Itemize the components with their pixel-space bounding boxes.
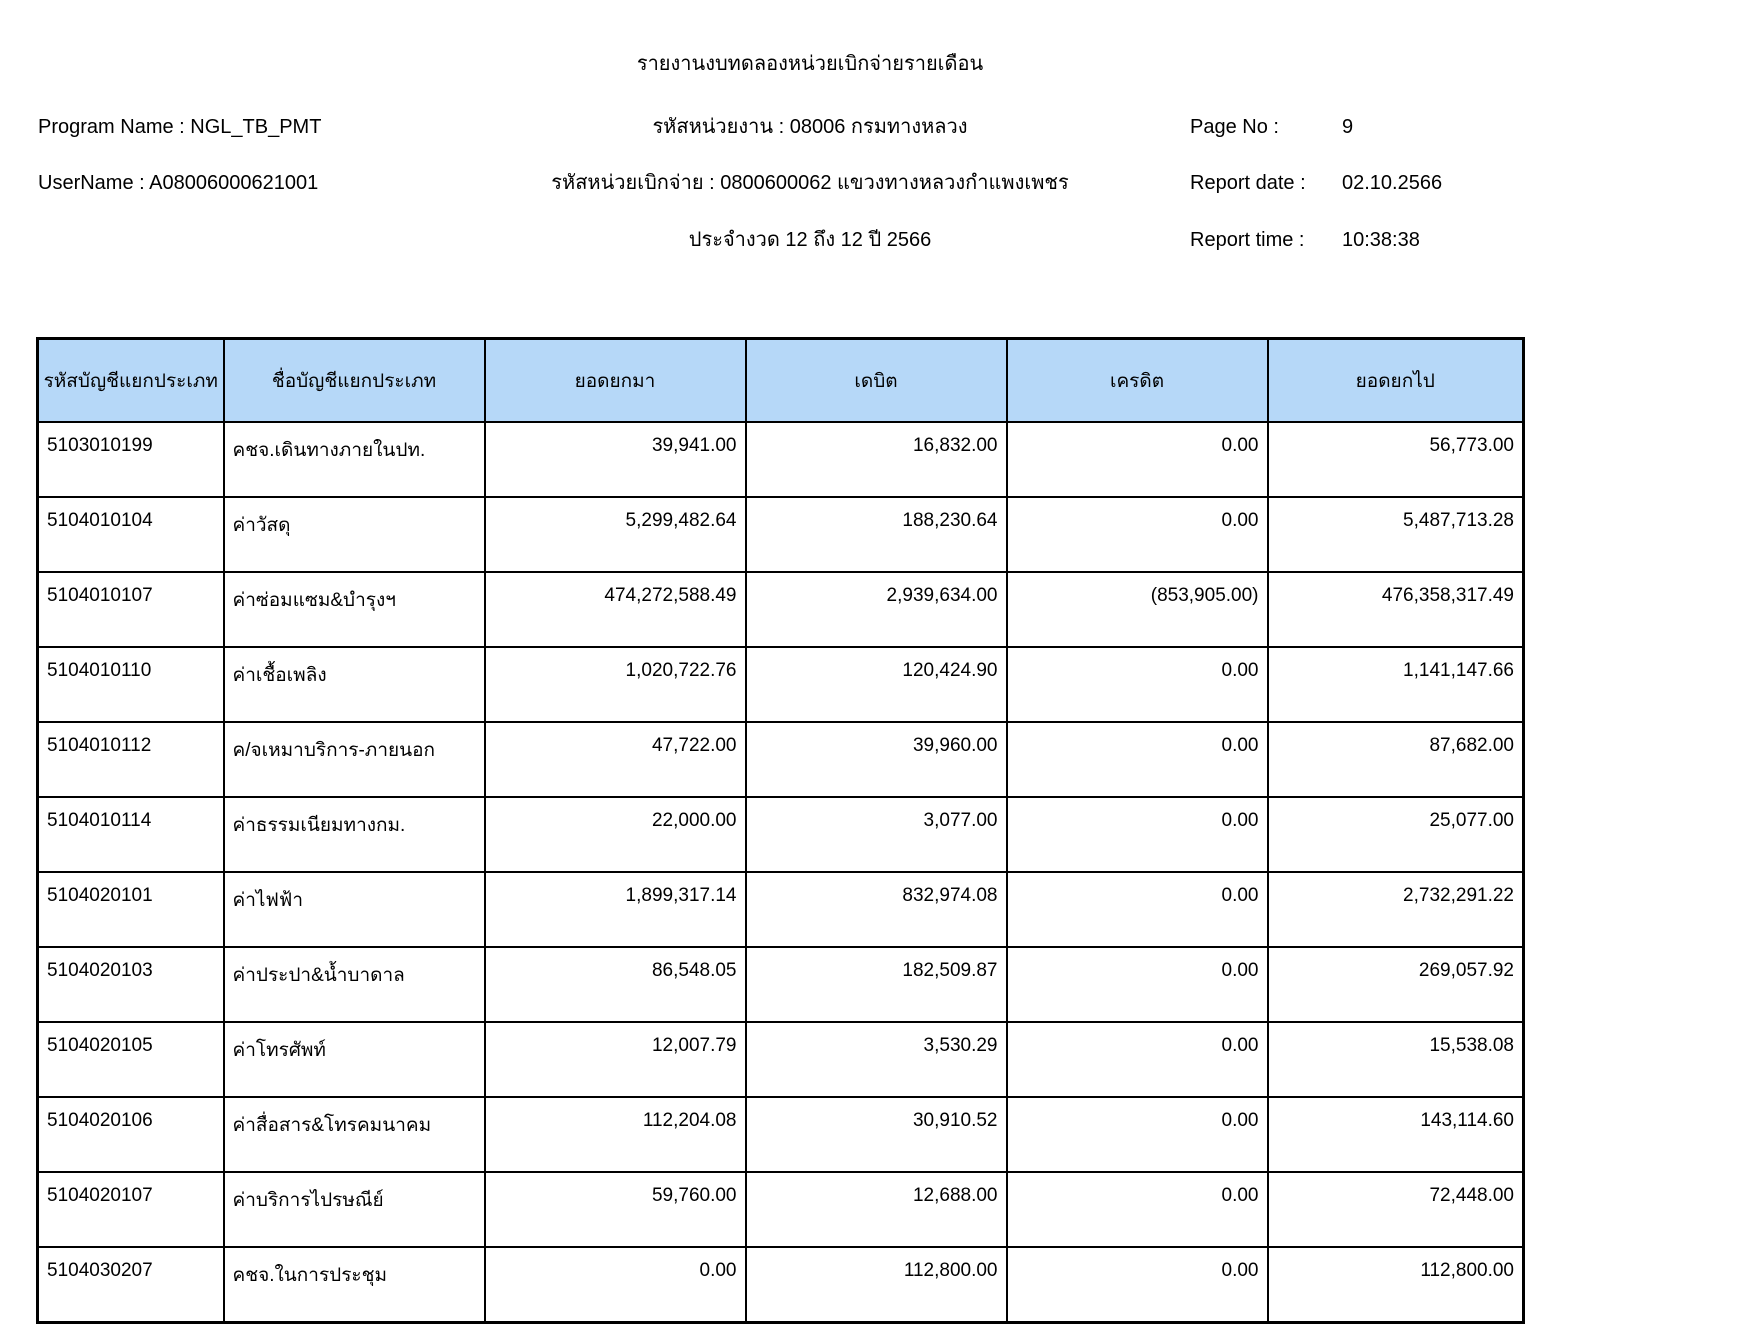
table-row: [38, 1097, 1524, 1172]
carry-forward-in-cell: 474,272,588.49: [485, 572, 746, 647]
table-row: [38, 947, 1524, 1022]
debit-cell: 2,939,634.00: [746, 572, 1007, 647]
table-row: [38, 797, 1524, 872]
account-code-cell: 5104010114: [38, 797, 224, 872]
debit-cell: 3,077.00: [746, 797, 1007, 872]
page-no-value: 9: [1342, 116, 1354, 138]
account-name-cell: ค่าไฟฟ้า: [224, 872, 485, 947]
column-header-account-name: ชื่อบัญชีแยกประเภท: [224, 339, 485, 423]
account-name-cell: ค่าสื่อสาร&โทรคมนาคม: [224, 1097, 485, 1172]
carry-forward-in-cell: 5,299,482.64: [485, 497, 746, 572]
period: ประจำงวด 12 ถึง 12 ปี 2566: [688, 229, 932, 251]
carry-forward-in-cell: 1,899,317.14: [485, 872, 746, 947]
debit-cell: 112,800.00: [746, 1247, 1007, 1323]
account-name-cell: คชจ.เดินทางภายในปท.: [224, 422, 485, 497]
debit-cell: 12,688.00: [746, 1172, 1007, 1247]
account-code-cell: 5104020105: [38, 1022, 224, 1097]
credit-cell: 0.00: [1007, 947, 1268, 1022]
table-header-row: [38, 339, 1524, 423]
debit-cell: 39,960.00: [746, 722, 1007, 797]
credit-cell: 0.00: [1007, 722, 1268, 797]
account-name-cell: ค/จเหมาบริการ-ภายนอก: [224, 722, 485, 797]
account-code-cell: 5104020107: [38, 1172, 224, 1247]
carry-forward-out-cell: 1,141,147.66: [1268, 647, 1524, 722]
account-name-cell: ค่าซ่อมแซม&บำรุงฯ: [224, 572, 485, 647]
carry-forward-in-cell: 1,020,722.76: [485, 647, 746, 722]
agency-code: รหัสหน่วยงาน : 08006 กรมทางหลวง: [652, 116, 968, 138]
carry-forward-in-cell: 22,000.00: [485, 797, 746, 872]
debit-cell: 182,509.87: [746, 947, 1007, 1022]
account-name-cell: คชจ.ในการประชุม: [224, 1247, 485, 1323]
carry-forward-in-cell: 12,007.79: [485, 1022, 746, 1097]
account-name-cell: ค่าโทรศัพท์: [224, 1022, 485, 1097]
report-date-value: 02.10.2566: [1342, 172, 1443, 194]
credit-cell: 0.00: [1007, 647, 1268, 722]
carry-forward-in-cell: 59,760.00: [485, 1172, 746, 1247]
carry-forward-out-cell: 15,538.08: [1268, 1022, 1524, 1097]
carry-forward-in-cell: 0.00: [485, 1247, 746, 1323]
program-name: Program Name : NGL_TB_PMT: [38, 116, 322, 138]
carry-forward-out-cell: 56,773.00: [1268, 422, 1524, 497]
carry-forward-in-cell: 39,941.00: [485, 422, 746, 497]
credit-cell: 0.00: [1007, 422, 1268, 497]
report-title: รายงานงบทดลองหน่วยเบิกจ่ายรายเดือน: [636, 53, 984, 75]
column-header-debit: เดบิต: [746, 339, 1007, 423]
account-name-cell: ค่าเชื้อเพลิง: [224, 647, 485, 722]
carry-forward-out-cell: 476,358,317.49: [1268, 572, 1524, 647]
trial-balance-table: [36, 337, 1525, 1324]
table-row: [38, 1172, 1524, 1247]
carry-forward-out-cell: 5,487,713.28: [1268, 497, 1524, 572]
account-code-cell: 5104010104: [38, 497, 224, 572]
table-row: [38, 722, 1524, 797]
carry-forward-in-cell: 47,722.00: [485, 722, 746, 797]
debit-cell: 120,424.90: [746, 647, 1007, 722]
account-code-cell: 5103010199: [38, 422, 224, 497]
debit-cell: 30,910.52: [746, 1097, 1007, 1172]
account-name-cell: ค่าวัสดุ: [224, 497, 485, 572]
table-row: [38, 422, 1524, 497]
account-code-cell: 5104020106: [38, 1097, 224, 1172]
debit-cell: 832,974.08: [746, 872, 1007, 947]
table-row: [38, 1247, 1524, 1323]
table-row: [38, 872, 1524, 947]
carry-forward-out-cell: 269,057.92: [1268, 947, 1524, 1022]
credit-cell: 0.00: [1007, 872, 1268, 947]
column-header-account-code: รหัสบัญชีแยกประเภท: [38, 339, 224, 423]
column-header-carry-forward-in: ยอดยกมา: [485, 339, 746, 423]
account-code-cell: 5104010110: [38, 647, 224, 722]
table-row: [38, 1022, 1524, 1097]
page-no-label: Page No :: [1190, 116, 1279, 138]
debit-cell: 16,832.00: [746, 422, 1007, 497]
credit-cell: (853,905.00): [1007, 572, 1268, 647]
credit-cell: 0.00: [1007, 497, 1268, 572]
account-name-cell: ค่าธรรมเนียมทางกม.: [224, 797, 485, 872]
credit-cell: 0.00: [1007, 1247, 1268, 1323]
carry-forward-out-cell: 143,114.60: [1268, 1097, 1524, 1172]
column-header-carry-forward-out: ยอดยกไป: [1268, 339, 1524, 423]
table-row: [38, 497, 1524, 572]
account-code-cell: 5104010107: [38, 572, 224, 647]
debit-cell: 3,530.29: [746, 1022, 1007, 1097]
account-code-cell: 5104020103: [38, 947, 224, 1022]
report-date-label: Report date :: [1190, 172, 1306, 194]
credit-cell: 0.00: [1007, 797, 1268, 872]
carry-forward-out-cell: 2,732,291.22: [1268, 872, 1524, 947]
carry-forward-out-cell: 112,800.00: [1268, 1247, 1524, 1323]
carry-forward-in-cell: 86,548.05: [485, 947, 746, 1022]
carry-forward-out-cell: 87,682.00: [1268, 722, 1524, 797]
report-time-value: 10:38:38: [1342, 229, 1420, 251]
column-header-credit: เครดิต: [1007, 339, 1268, 423]
carry-forward-out-cell: 72,448.00: [1268, 1172, 1524, 1247]
credit-cell: 0.00: [1007, 1172, 1268, 1247]
carry-forward-out-cell: 25,077.00: [1268, 797, 1524, 872]
account-name-cell: ค่าบริการไปรษณีย์: [224, 1172, 485, 1247]
report-time-label: Report time :: [1190, 229, 1305, 251]
table-row: [38, 572, 1524, 647]
credit-cell: 0.00: [1007, 1097, 1268, 1172]
disbursement-unit: รหัสหน่วยเบิกจ่าย : 0800600062 แขวงทางหลวงกำแพงเพชร: [551, 172, 1069, 194]
credit-cell: 0.00: [1007, 1022, 1268, 1097]
debit-cell: 188,230.64: [746, 497, 1007, 572]
username: UserName : A08006000621001: [38, 172, 319, 194]
table-row: [38, 647, 1524, 722]
account-code-cell: 5104030207: [38, 1247, 224, 1323]
carry-forward-in-cell: 112,204.08: [485, 1097, 746, 1172]
account-name-cell: ค่าประปา&น้ำบาดาล: [224, 947, 485, 1022]
account-code-cell: 5104020101: [38, 872, 224, 947]
account-code-cell: 5104010112: [38, 722, 224, 797]
